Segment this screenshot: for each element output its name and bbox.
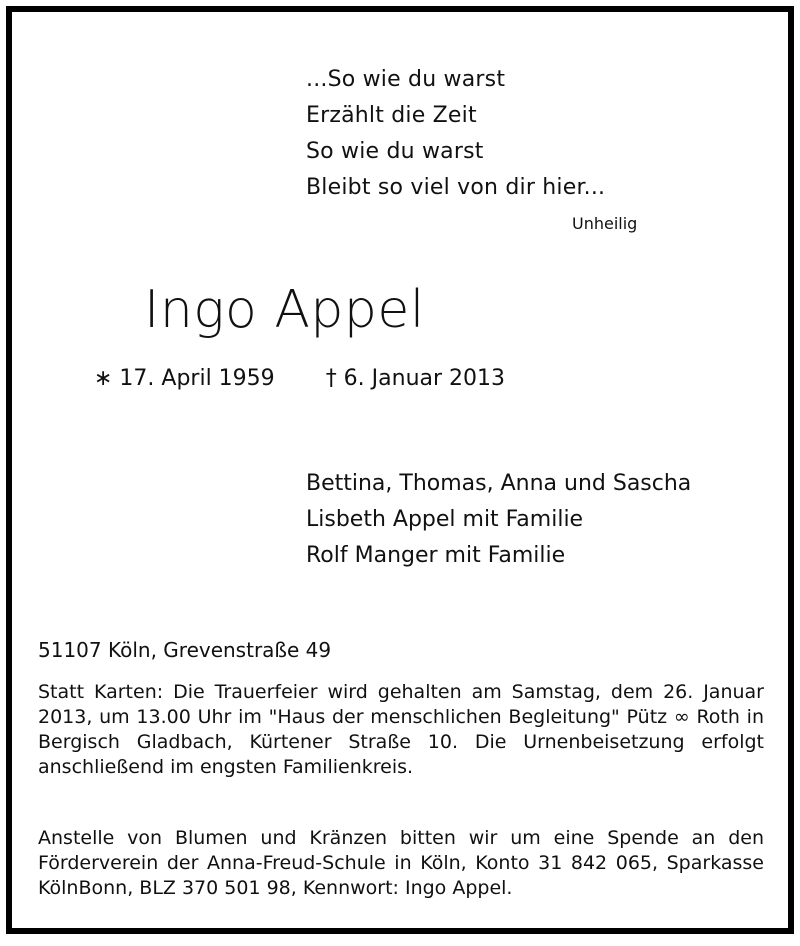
mourner-line: Lisbeth Appel mit Familie (306, 507, 584, 532)
life-dates (94, 366, 505, 391)
donation-notice: Anstelle von Blumen und Kränzen bitten wir um eine Spende an den Förderverein der Anna-Freud-Schule in Köln, Konto 31 842 065, Sparkasse KölnBonn, BLZ 370 501 98, Kennwort: Ingo Appel. (38, 827, 764, 899)
poem-quote (306, 62, 605, 206)
mourners-list (306, 466, 691, 574)
poem-line: ...So wie du warst (306, 67, 506, 92)
family-address: 51107 Köln, Grevenstraße 49 (38, 638, 332, 662)
mourner-line: Rolf Manger mit Familie (306, 543, 566, 568)
poem-line: Bleibt so viel von dir hier... (306, 175, 606, 200)
poem-line: So wie du warst (306, 139, 484, 164)
death-date: † 6. Januar 2013 (325, 366, 506, 391)
poem-line: Erzählt die Zeit (306, 103, 477, 128)
deceased-name: Ingo Appel (144, 280, 425, 340)
birth-date: ∗ 17. April 1959 (94, 366, 275, 391)
mourner-line: Bettina, Thomas, Anna und Sascha (306, 471, 692, 496)
funeral-notice: Statt Karten: Die Trauerfeier wird gehalten am Samstag, dem 26. Januar 2013, um 13.00 Uhr im "Haus der menschlichen Begleitung" Pütz ∞ Roth in Bergisch Gladbach, Kürtener Straße 10. Die Urnenbeisetzung erfolgt anschließend im engsten Familienkreis. (38, 681, 764, 778)
poem-author: Unheilig (572, 214, 638, 233)
